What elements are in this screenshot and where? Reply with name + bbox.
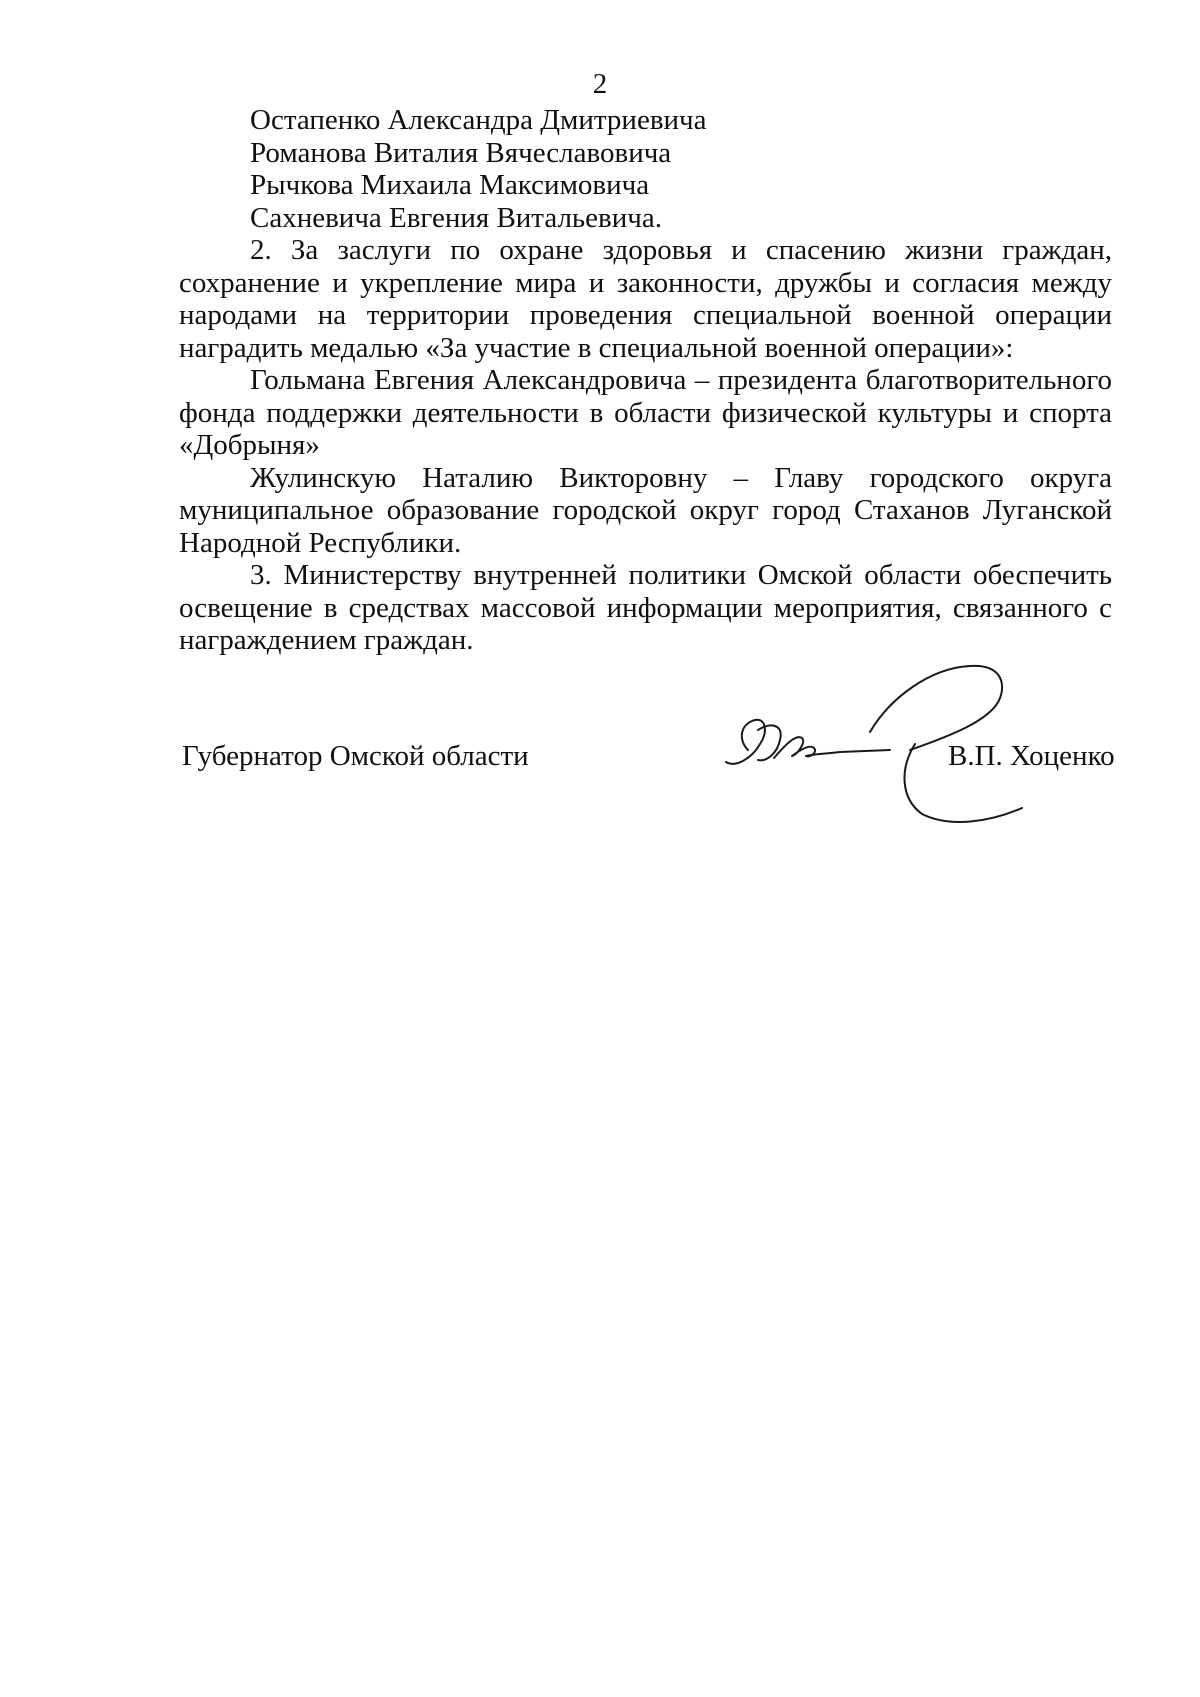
- name-line: Остапенко Александра Дмитриевича: [250, 104, 707, 136]
- name-line: Романова Виталия Вячеславовича: [250, 136, 672, 169]
- signatory-position: Губернатор Омской области: [182, 740, 529, 772]
- name-line: Сахневича Евгения Витальевича.: [250, 201, 662, 234]
- paragraph-3: 3. Министерству внутренней политики Омской области обеспечить освещение в средствах массовой информации мероприятия, связанного с награждением граждан.: [179, 559, 1112, 656]
- signatory-name: В.П. Хоценко: [948, 740, 1115, 772]
- award-entry-zhulinskaya: Жулинскую Наталию Викторовну – Главу городского округа муниципальное образование городской округ город Стаханов Луганской Народной Республики.: [179, 461, 1112, 559]
- document-body: [179, 104, 1112, 657]
- paragraph-2: 2. За заслуги по охране здоровья и спасению жизни граждан, сохранение и укрепление мира и законности, дружбы и согласия между народами на территории проведения специальной военной операции наградить медалью «За участие в специальной военной операции»:: [179, 234, 1112, 364]
- signature-block: [0, 720, 1200, 840]
- page-number: 2: [592, 68, 608, 100]
- name-line: Рычкова Михаила Максимовича: [250, 169, 650, 201]
- award-entry-golman: Гольмана Евгения Александровича – президента благотворительного фонда поддержки деятельности в области физической культуры и спорта «Добрыня»: [179, 364, 1112, 461]
